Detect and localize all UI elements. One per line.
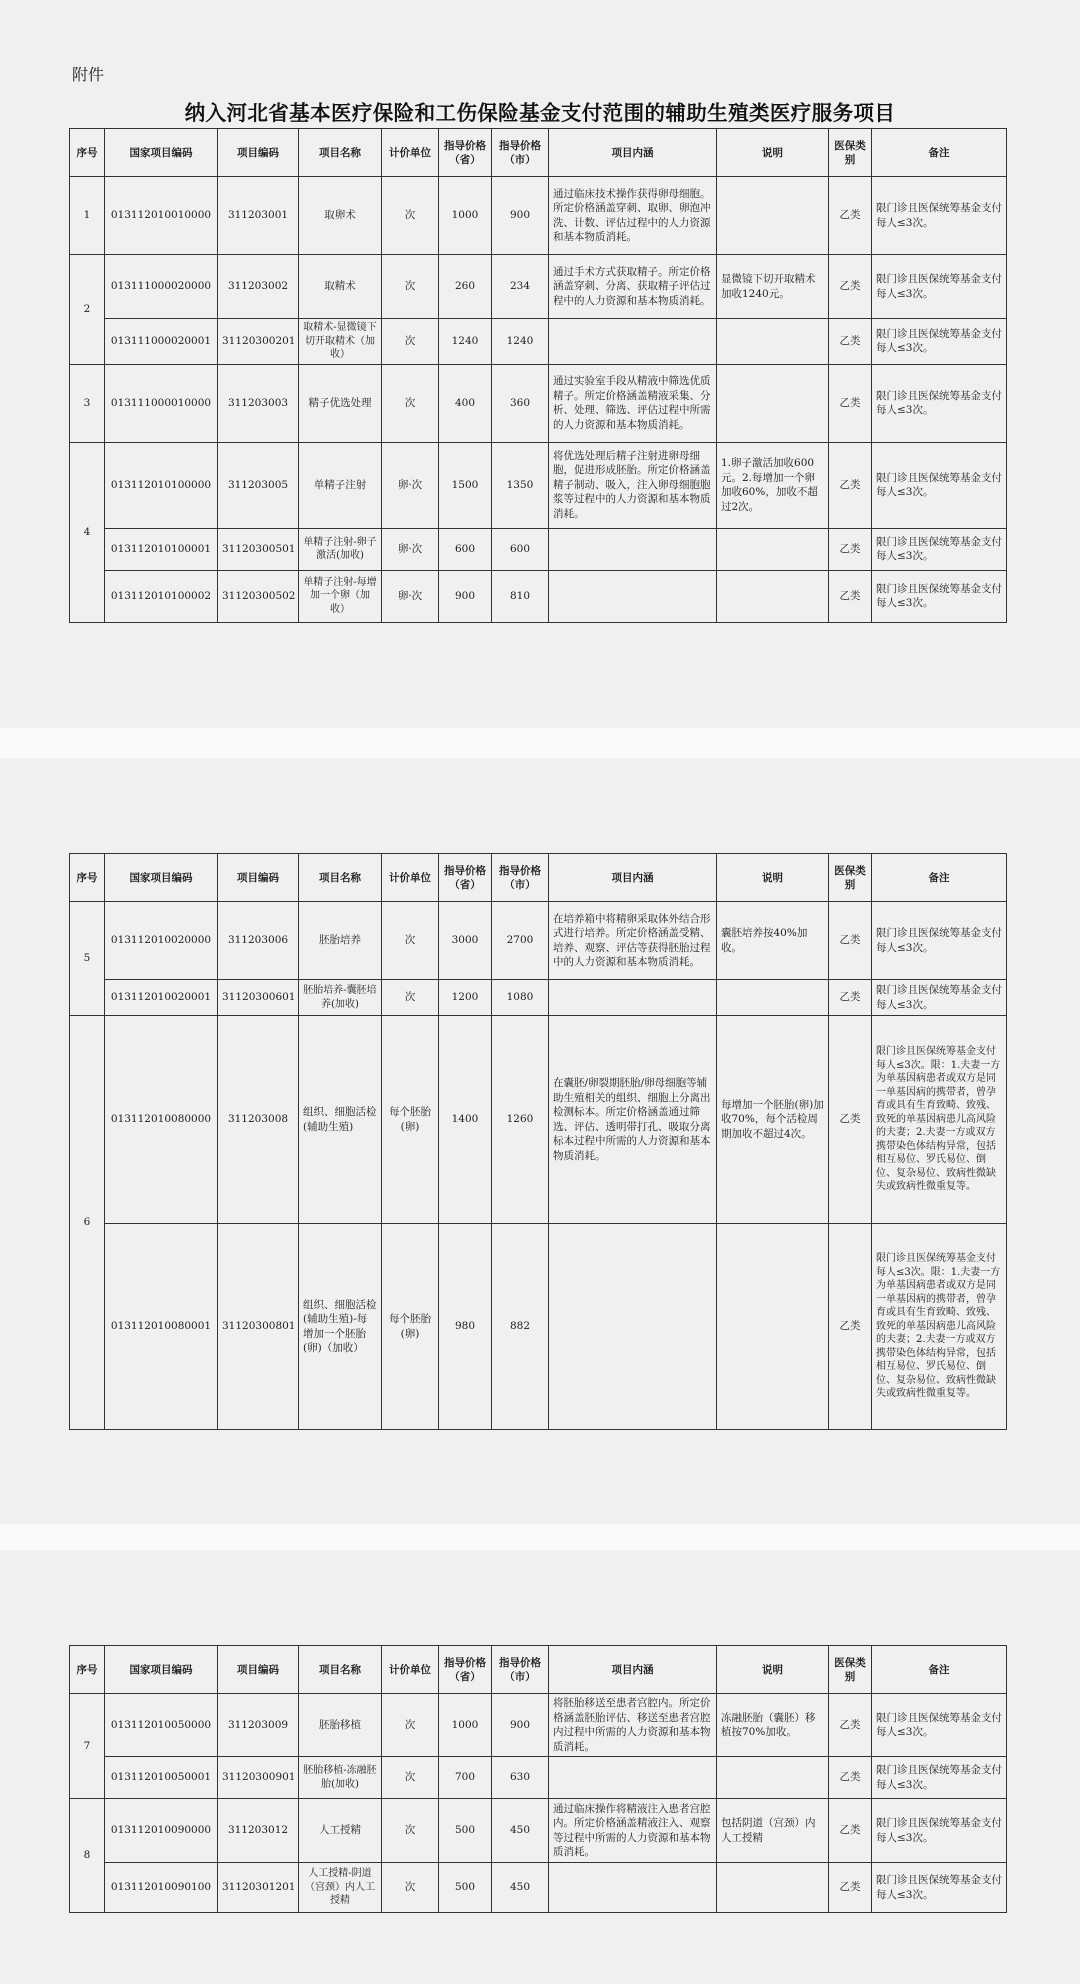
- unit-cell: 次: [382, 1799, 439, 1863]
- national-code-cell: 013111000020000: [105, 255, 218, 319]
- remark-cell: 限门诊且医保统筹基金支付每人≤3次。: [872, 442, 1007, 528]
- explanation-cell: 每增加一个胚胎(卵)加收70%，每个活检周期加收不超过4次。: [717, 1016, 829, 1224]
- header-explanation: 说明: [717, 129, 829, 177]
- unit-cell: 次: [382, 980, 439, 1016]
- header-price-city: 指导价格（市）: [492, 129, 549, 177]
- header-explanation: 说明: [717, 1646, 829, 1694]
- content-cell: [549, 528, 717, 570]
- header-item-name: 项目名称: [299, 1646, 382, 1694]
- item-name-cell: 胚胎培养-囊胚培养(加收): [299, 980, 382, 1016]
- explanation-cell: [717, 1863, 829, 1913]
- price-province-cell: 1400: [439, 1016, 492, 1224]
- unit-cell: 次: [382, 255, 439, 319]
- header-national-code: 国家项目编码: [105, 854, 218, 902]
- header-seq: 序号: [70, 1646, 105, 1694]
- price-city-cell: 810: [492, 570, 549, 622]
- header-item-name: 项目名称: [299, 854, 382, 902]
- explanation-cell: 囊胚培养按40%加收。: [717, 902, 829, 980]
- header-item-code: 项目编码: [218, 1646, 299, 1694]
- explanation-cell: [717, 177, 829, 255]
- unit-cell: 次: [382, 319, 439, 365]
- item-name-cell: 取精术: [299, 255, 382, 319]
- header-explanation: 说明: [717, 854, 829, 902]
- seq-cell: 5: [70, 902, 105, 1016]
- price-province-cell: 500: [439, 1863, 492, 1913]
- item-name-cell: 精子优选处理: [299, 364, 382, 442]
- national-code-cell: 013112010090100: [105, 1863, 218, 1913]
- content-cell: 将优选处理后精子注射进卵母细胞，促进形成胚胎。所定价格涵盖精子制动、吸入，注入卵母细胞胞浆等过程中的人力资源和基本物质消耗。: [549, 442, 717, 528]
- service-items-table-2: [69, 853, 1007, 1430]
- national-code-cell: 013112010010000: [105, 177, 218, 255]
- price-city-cell: 1350: [492, 442, 549, 528]
- content-cell: [549, 1863, 717, 1913]
- item-code-cell: 31120300502: [218, 570, 299, 622]
- header-content: 项目内涵: [549, 854, 717, 902]
- content-cell: [549, 319, 717, 365]
- remark-cell: 限门诊且医保统筹基金支付每人≤3次。限：1.夫妻一方为单基因病患者或双方是同一单基因病的携带者，曾孕育或具有生育致畸、致残、致死的单基因病患儿高风险的夫妻；2.夫妻一方或双方携带染色体结构异常，包括相互易位、罗氏易位、倒位、复杂易位、致病性微缺失或致病性微重复等。: [872, 1224, 1007, 1430]
- price-city-cell: 234: [492, 255, 549, 319]
- national-code-cell: 013112010020000: [105, 902, 218, 980]
- header-price-province: 指导价格（省）: [439, 129, 492, 177]
- price-city-cell: 882: [492, 1224, 549, 1430]
- remark-cell: 限门诊且医保统筹基金支付每人≤3次。: [872, 1694, 1007, 1757]
- unit-cell: 每个胚胎(卵): [382, 1224, 439, 1430]
- header-price-city: 指导价格（市）: [492, 1646, 549, 1694]
- header-unit: 计价单位: [382, 1646, 439, 1694]
- seq-cell: 1: [70, 177, 105, 255]
- item-code-cell: 31120300201: [218, 319, 299, 365]
- item-code-cell: 311203003: [218, 364, 299, 442]
- price-city-cell: 630: [492, 1757, 549, 1799]
- price-province-cell: 1000: [439, 177, 492, 255]
- table-row: [70, 1757, 1007, 1799]
- price-city-cell: 900: [492, 177, 549, 255]
- header-content: 项目内涵: [549, 1646, 717, 1694]
- service-items-table-3: [69, 1645, 1007, 1913]
- header-remark: 备注: [872, 129, 1007, 177]
- seq-cell: 3: [70, 364, 105, 442]
- unit-cell: 次: [382, 1694, 439, 1757]
- price-city-cell: 450: [492, 1799, 549, 1863]
- price-province-cell: 980: [439, 1224, 492, 1430]
- table-row: [70, 980, 1007, 1016]
- header-item-code: 项目编码: [218, 129, 299, 177]
- header-remark: 备注: [872, 854, 1007, 902]
- header-national-code: 国家项目编码: [105, 129, 218, 177]
- seq-cell: 8: [70, 1799, 105, 1913]
- unit-cell: 次: [382, 177, 439, 255]
- item-code-cell: 311203005: [218, 442, 299, 528]
- category-cell: 乙类: [829, 319, 872, 365]
- header-item-name: 项目名称: [299, 129, 382, 177]
- unit-cell: 卵·次: [382, 528, 439, 570]
- item-code-cell: 311203002: [218, 255, 299, 319]
- category-cell: 乙类: [829, 980, 872, 1016]
- item-name-cell: 取卵术: [299, 177, 382, 255]
- remark-cell: 限门诊且医保统筹基金支付每人≤3次。: [872, 255, 1007, 319]
- national-code-cell: 013112010050001: [105, 1757, 218, 1799]
- explanation-cell: 冻融胚胎（囊胚）移植按70%加收。: [717, 1694, 829, 1757]
- table-row: [70, 255, 1007, 319]
- price-province-cell: 900: [439, 570, 492, 622]
- national-code-cell: 013112010100002: [105, 570, 218, 622]
- item-name-cell: 单精子注射: [299, 442, 382, 528]
- item-code-cell: 311203009: [218, 1694, 299, 1757]
- item-name-cell: 胚胎移植: [299, 1694, 382, 1757]
- item-code-cell: 31120300901: [218, 1757, 299, 1799]
- remark-cell: 限门诊且医保统筹基金支付每人≤3次。: [872, 980, 1007, 1016]
- item-code-cell: 311203001: [218, 177, 299, 255]
- table-row: [70, 1799, 1007, 1863]
- item-name-cell: 人工授精-阴道（宫颈）内人工授精: [299, 1863, 382, 1913]
- table-row: [70, 1016, 1007, 1224]
- category-cell: 乙类: [829, 1224, 872, 1430]
- price-province-cell: 600: [439, 528, 492, 570]
- service-items-table-1: [69, 128, 1007, 623]
- price-province-cell: 260: [439, 255, 492, 319]
- table-row: [70, 177, 1007, 255]
- price-city-cell: 1080: [492, 980, 549, 1016]
- remark-cell: 限门诊且医保统筹基金支付每人≤3次。: [872, 1863, 1007, 1913]
- national-code-cell: 013112010080001: [105, 1224, 218, 1430]
- table-header-row: [70, 854, 1007, 902]
- content-cell: [549, 570, 717, 622]
- header-item-code: 项目编码: [218, 854, 299, 902]
- header-price-city: 指导价格（市）: [492, 854, 549, 902]
- attachment-label: 附件: [72, 65, 105, 84]
- header-price-province: 指导价格（省）: [439, 1646, 492, 1694]
- item-name-cell: 胚胎移植-冻融胚胎(加收): [299, 1757, 382, 1799]
- header-national-code: 国家项目编码: [105, 1646, 218, 1694]
- remark-cell: 限门诊且医保统筹基金支付每人≤3次。: [872, 319, 1007, 365]
- header-unit: 计价单位: [382, 854, 439, 902]
- category-cell: 乙类: [829, 1863, 872, 1913]
- explanation-cell: 包括阴道（宫颈）内人工授精: [717, 1799, 829, 1863]
- content-cell: 在培养箱中将精卵采取体外结合形式进行培养。所定价格涵盖受精、培养、观察、评估等获得胚胎过程中的人力资源和基本物质消耗。: [549, 902, 717, 980]
- table-row: [70, 902, 1007, 980]
- category-cell: 乙类: [829, 255, 872, 319]
- item-code-cell: 31120300801: [218, 1224, 299, 1430]
- table-header-row: [70, 1646, 1007, 1694]
- content-cell: [549, 980, 717, 1016]
- explanation-cell: [717, 1224, 829, 1430]
- national-code-cell: 013112010080000: [105, 1016, 218, 1224]
- header-insurance-type: 医保类别: [829, 129, 872, 177]
- document-title: 纳入河北省基本医疗保险和工伤保险基金支付范围的辅助生殖类医疗服务项目: [184, 101, 896, 125]
- price-province-cell: 3000: [439, 902, 492, 980]
- category-cell: 乙类: [829, 528, 872, 570]
- table-row: [70, 442, 1007, 528]
- national-code-cell: 013112010100001: [105, 528, 218, 570]
- table-row: [70, 1224, 1007, 1430]
- remark-cell: 限门诊且医保统筹基金支付每人≤3次。: [872, 528, 1007, 570]
- content-cell: 在囊胚/卵裂期胚胎/卵母细胞等辅助生殖相关的组织、细胞上分离出检测标本。所定价格涵盖通过筛选、评估、透明带打孔、吸取分离标本过程中所需的人力资源和基本物质消耗。: [549, 1016, 717, 1224]
- national-code-cell: 013112010090000: [105, 1799, 218, 1863]
- unit-cell: 每个胚胎(卵): [382, 1016, 439, 1224]
- explanation-cell: [717, 364, 829, 442]
- header-content: 项目内涵: [549, 129, 717, 177]
- content-cell: [549, 1224, 717, 1430]
- price-city-cell: 600: [492, 528, 549, 570]
- item-name-cell: 组织、细胞活检 (辅助生殖): [299, 1016, 382, 1224]
- item-code-cell: 311203006: [218, 902, 299, 980]
- remark-cell: 限门诊且医保统筹基金支付每人≤3次。: [872, 364, 1007, 442]
- content-cell: 通过临床技术操作获得卵母细胞。所定价格涵盖穿刺、取卵、卵泡冲洗、计数、评估过程中的人力资源和基本物质消耗。: [549, 177, 717, 255]
- price-city-cell: 360: [492, 364, 549, 442]
- header-insurance-type: 医保类别: [829, 854, 872, 902]
- category-cell: 乙类: [829, 1016, 872, 1224]
- price-city-cell: 450: [492, 1863, 549, 1913]
- table-row: [70, 364, 1007, 442]
- price-province-cell: 700: [439, 1757, 492, 1799]
- price-city-cell: 900: [492, 1694, 549, 1757]
- page-separator: [0, 1524, 1080, 1550]
- item-code-cell: 31120300601: [218, 980, 299, 1016]
- category-cell: 乙类: [829, 902, 872, 980]
- national-code-cell: 013112010020001: [105, 980, 218, 1016]
- content-cell: 通过手术方式获取精子。所定价格涵盖穿刺、分离、获取精子评估过程中的人力资源和基本物质消耗。: [549, 255, 717, 319]
- category-cell: 乙类: [829, 442, 872, 528]
- item-name-cell: 单精子注射-每增加一个卵（加收）: [299, 570, 382, 622]
- national-code-cell: 013112010050000: [105, 1694, 218, 1757]
- table-header-row: [70, 129, 1007, 177]
- price-province-cell: 1000: [439, 1694, 492, 1757]
- remark-cell: 限门诊且医保统筹基金支付每人≤3次。: [872, 570, 1007, 622]
- content-cell: 通过实验室手段从精液中筛选优质精子。所定价格涵盖精液采集、分析、处理、筛选、评估过程中所需的人力资源和基本物质消耗。: [549, 364, 717, 442]
- category-cell: 乙类: [829, 1694, 872, 1757]
- item-code-cell: 311203008: [218, 1016, 299, 1224]
- category-cell: 乙类: [829, 1799, 872, 1863]
- unit-cell: 次: [382, 1863, 439, 1913]
- price-province-cell: 1240: [439, 319, 492, 365]
- item-name-cell: 人工授精: [299, 1799, 382, 1863]
- item-name-cell: 单精子注射-卵子激活(加收): [299, 528, 382, 570]
- seq-cell: 7: [70, 1694, 105, 1799]
- header-unit: 计价单位: [382, 129, 439, 177]
- unit-cell: 卵·次: [382, 570, 439, 622]
- remark-cell: 限门诊且医保统筹基金支付每人≤3次。: [872, 902, 1007, 980]
- table-row: [70, 319, 1007, 365]
- remark-cell: 限门诊且医保统筹基金支付每人≤3次。: [872, 1799, 1007, 1863]
- remark-cell: 限门诊且医保统筹基金支付每人≤3次。: [872, 1757, 1007, 1799]
- unit-cell: 次: [382, 902, 439, 980]
- table-row: [70, 1694, 1007, 1757]
- remark-cell: 限门诊且医保统筹基金支付每人≤3次。: [872, 177, 1007, 255]
- category-cell: 乙类: [829, 177, 872, 255]
- item-code-cell: 31120300501: [218, 528, 299, 570]
- price-city-cell: 1260: [492, 1016, 549, 1224]
- unit-cell: 卵·次: [382, 442, 439, 528]
- header-remark: 备注: [872, 1646, 1007, 1694]
- national-code-cell: 013112010100000: [105, 442, 218, 528]
- price-city-cell: 2700: [492, 902, 549, 980]
- price-province-cell: 1200: [439, 980, 492, 1016]
- item-name-cell: 组织、细胞活检(辅助生殖)-每增加一个胚胎(卵)（加收）: [299, 1224, 382, 1430]
- national-code-cell: 013111000020001: [105, 319, 218, 365]
- item-name-cell: 胚胎培养: [299, 902, 382, 980]
- seq-cell: 2: [70, 255, 105, 365]
- item-code-cell: 311203012: [218, 1799, 299, 1863]
- seq-cell: 4: [70, 442, 105, 622]
- price-province-cell: 500: [439, 1799, 492, 1863]
- explanation-cell: [717, 980, 829, 1016]
- remark-cell: 限门诊且医保统筹基金支付每人≤3次。限：1.夫妻一方为单基因病患者或双方是同一单基因病的携带者，曾孕育或具有生育致畸、致残、致死的单基因病患儿高风险的夫妻；2.夫妻一方或双方携带染色体结构异常，包括相互易位、罗氏易位、倒位、复杂易位、致病性微缺失或致病性微重复等。: [872, 1016, 1007, 1224]
- explanation-cell: [717, 1757, 829, 1799]
- table-row: [70, 1863, 1007, 1913]
- explanation-cell: [717, 570, 829, 622]
- price-province-cell: 400: [439, 364, 492, 442]
- content-cell: 将胚胎移送至患者宫腔内。所定价格涵盖胚胎评估、移送至患者宫腔内过程中所需的人力资源和基本物质消耗。: [549, 1694, 717, 1757]
- price-province-cell: 1500: [439, 442, 492, 528]
- header-price-province: 指导价格（省）: [439, 854, 492, 902]
- explanation-cell: 显微镜下切开取精术加收1240元。: [717, 255, 829, 319]
- table-row: [70, 528, 1007, 570]
- price-city-cell: 1240: [492, 319, 549, 365]
- page-separator: [0, 728, 1080, 758]
- category-cell: 乙类: [829, 1757, 872, 1799]
- header-seq: 序号: [70, 129, 105, 177]
- explanation-cell: [717, 528, 829, 570]
- category-cell: 乙类: [829, 570, 872, 622]
- seq-cell: 6: [70, 1016, 105, 1430]
- explanation-cell: 1.卵子激活加收600元。2.每增加一个卵加收60%，加收不超过2次。: [717, 442, 829, 528]
- header-insurance-type: 医保类别: [829, 1646, 872, 1694]
- unit-cell: 次: [382, 364, 439, 442]
- header-seq: 序号: [70, 854, 105, 902]
- table-row: [70, 570, 1007, 622]
- content-cell: 通过临床操作将精液注入患者宫腔内。所定价格涵盖精液注入、观察等过程中所需的人力资源和基本物质消耗。: [549, 1799, 717, 1863]
- national-code-cell: 013111000010000: [105, 364, 218, 442]
- item-name-cell: 取精术-显微镜下切开取精术（加收）: [299, 319, 382, 365]
- category-cell: 乙类: [829, 364, 872, 442]
- explanation-cell: [717, 319, 829, 365]
- item-code-cell: 31120301201: [218, 1863, 299, 1913]
- content-cell: [549, 1757, 717, 1799]
- unit-cell: 次: [382, 1757, 439, 1799]
